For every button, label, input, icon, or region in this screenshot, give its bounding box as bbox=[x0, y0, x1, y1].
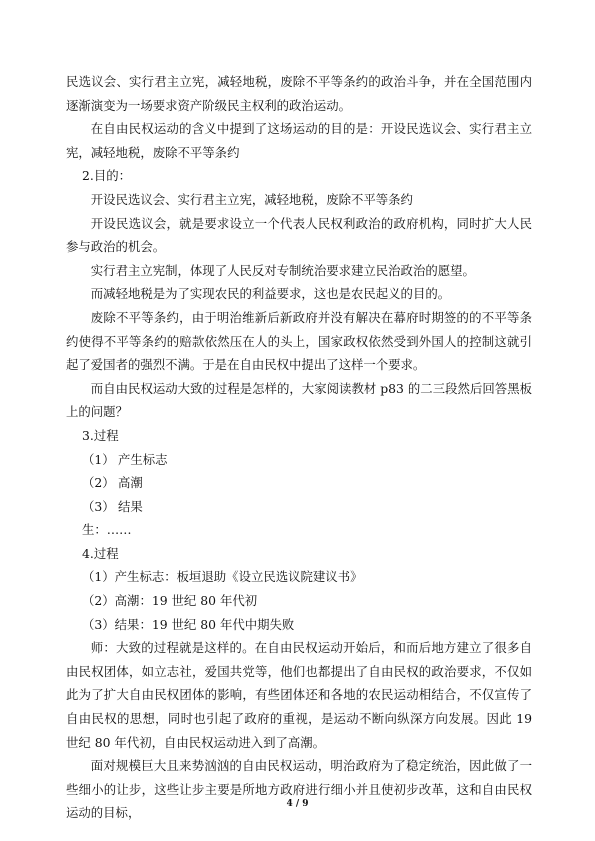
paragraph: 废除不平等条约，由于明治维新后新政府并没有解决在幕府时期签的的不平等条约使得不平等条约的赔款依然压在人的头上，国家政权依然受到外国人的控制这就引起了爱国者的强烈不满。于是在自由民权中提出了这样一个要求。 bbox=[66, 309, 532, 373]
paragraph: 实行君主立宪制，体现了人民反对专制统治要求建立民治政治的愿望。 bbox=[90, 262, 475, 278]
list-item-text: 结果 bbox=[118, 498, 143, 514]
page-number: 4 / 9 bbox=[286, 799, 309, 809]
list-item bbox=[66, 471, 532, 495]
list-item bbox=[66, 448, 532, 472]
list-item-number: （1） bbox=[82, 451, 115, 467]
list-item-text: 高潮 bbox=[118, 475, 143, 491]
section-line: （2）高潮：19 世纪 80 年代初 bbox=[82, 593, 258, 609]
paragraph: 而自由民权运动大致的过程是怎样的，大家阅读教材 p83 的二三段然后回答黑板上的问题？ bbox=[66, 380, 532, 420]
paragraph: 而减轻地税是为了实现农民的利益要求，这也是农民起义的目的。 bbox=[90, 286, 451, 302]
list-item bbox=[66, 495, 532, 519]
list-item-number: （2） bbox=[82, 475, 115, 491]
section-line: （1）产生标志：板垣退助《设立民选议院建议书》 bbox=[82, 569, 363, 585]
section-line: （3）结果：19 世纪 80 年代中期失败 bbox=[82, 616, 295, 632]
document-body bbox=[66, 70, 532, 825]
section-line: 2.目的： bbox=[82, 168, 131, 184]
paragraph: 开设民选议会、实行君主立宪，减轻地税，废除不平等条约 bbox=[90, 191, 413, 207]
section-line: 3.过程 bbox=[82, 427, 119, 443]
list-item-number: （3） bbox=[82, 498, 115, 514]
list-item-text: 产生标志 bbox=[118, 451, 168, 467]
paragraph: 民选议会、实行君主立宪，减轻地税，废除不平等条约的政治斗争，并在全国范围内逐渐演变为一场要求资产阶级民主权利的政治运动。 bbox=[66, 74, 532, 113]
section-line: 生：…… bbox=[82, 522, 132, 538]
paragraph: 在自由民权运动的含义中提到了这场运动的目的是：开设民选议会、实行君主立宪，减轻地税，废除不平等条约 bbox=[66, 121, 532, 160]
paragraph: 师：大致的过程就是这样的。在自由民权运动开始后，和而后地方建立了很多自由民权团体，如立志社，爱国共党等，他们也都提出了自由民权的政治要求，不仅如此为了扩大自由民权团体的影响，有些团体还和各地的农民运动相结合，不仅宣传了自由民权的思想，同时也引起了政府的重视，是运动不断向纵深方向发展。因此 19 世纪 80 年代初，自由民权运动进入到了高潮。 bbox=[66, 640, 532, 750]
paragraph: 开设民选议会，就是要求设立一个代表人民权利政治的政府机构，同时扩大人民参与政治的机会。 bbox=[66, 215, 532, 255]
section-line: 4.过程 bbox=[82, 545, 119, 561]
paragraph: 面对规模巨大且来势汹汹的自由民权运动，明治政府为了稳定统治，因此做了一些细小的让步，这些让步主要是所地方政府进行细小并且使初步改革，这和自由民权运动的目标， bbox=[66, 758, 532, 821]
